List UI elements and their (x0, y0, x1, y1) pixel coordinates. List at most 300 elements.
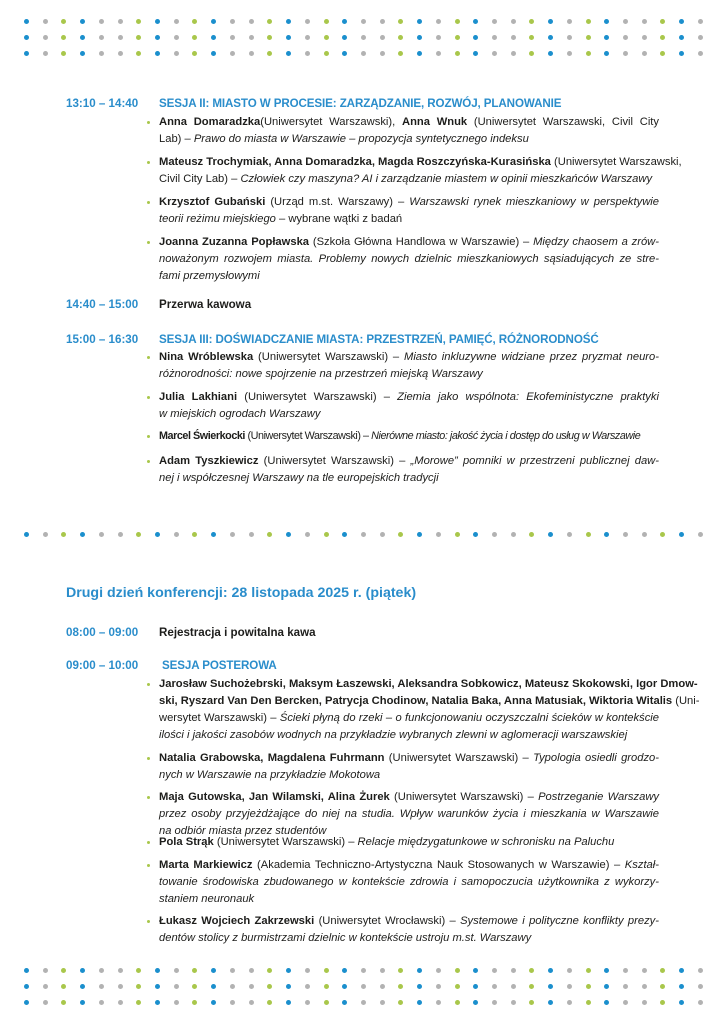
dot (604, 35, 609, 40)
dot (230, 1000, 235, 1005)
list-item (159, 750, 659, 784)
dot (136, 51, 141, 56)
bullet-icon (147, 841, 150, 844)
list-item (159, 428, 659, 445)
dot (361, 19, 366, 24)
dot (249, 532, 254, 537)
dot (99, 51, 104, 56)
bullet-icon (147, 396, 150, 399)
dot (567, 51, 572, 56)
dot (249, 51, 254, 56)
dot (267, 984, 272, 989)
dot (305, 51, 310, 56)
dot (511, 1000, 516, 1005)
author-names: Krzysztof Gubański (159, 196, 266, 208)
dot (24, 984, 29, 989)
dot (698, 35, 703, 40)
item-line (159, 251, 659, 268)
item-line (159, 171, 659, 188)
dot (211, 968, 216, 973)
dot-row (0, 51, 724, 57)
dot (642, 35, 647, 40)
affiliation: (Uniwersytet Warszawski, (550, 156, 682, 168)
talk-title: „Morowe” pomniki w przestrzeni publicznej daw- (410, 455, 659, 467)
item-line (159, 389, 659, 406)
dot (679, 532, 684, 537)
dot (24, 968, 29, 973)
dot (604, 532, 609, 537)
list-item (159, 194, 659, 228)
item-line (159, 693, 700, 710)
dot (698, 19, 703, 24)
dot (679, 19, 684, 24)
author-names: Anna Wnuk (401, 116, 468, 128)
affiliation: (Uniwersytet Warszawski) – (258, 455, 411, 467)
bullet-icon (147, 435, 150, 438)
list-item (159, 676, 700, 744)
dot (43, 35, 48, 40)
dot (473, 35, 478, 40)
dot (174, 968, 179, 973)
dot (586, 968, 591, 973)
bullet-icon (147, 683, 150, 686)
dot (230, 35, 235, 40)
dot (361, 968, 366, 973)
dot (80, 532, 85, 537)
dot (529, 968, 534, 973)
dot (24, 1000, 29, 1005)
dot (286, 51, 291, 56)
dot (417, 1000, 422, 1005)
dot (43, 1000, 48, 1005)
dot (586, 1000, 591, 1005)
affiliation: (Akademia Techniczno-Artystyczna Nauk Stosowanych w Warszawie) – (252, 859, 625, 871)
dot (286, 532, 291, 537)
talk-title: nej i współczesnej Warszawy na tle europejskich tradycji (159, 472, 439, 484)
dot (642, 532, 647, 537)
dot (136, 532, 141, 537)
dot (61, 51, 66, 56)
session-2-time: 13:10 – 14:40 (66, 97, 139, 110)
dot (174, 35, 179, 40)
dot (398, 532, 403, 537)
dot (324, 19, 329, 24)
dot (61, 532, 66, 537)
dot (511, 51, 516, 56)
dot (43, 51, 48, 56)
dot (660, 532, 665, 537)
dot (698, 984, 703, 989)
dot (230, 19, 235, 24)
dot (80, 968, 85, 973)
dot (455, 19, 460, 24)
dot (380, 19, 385, 24)
dot (192, 19, 197, 24)
dot (660, 51, 665, 56)
dot (155, 1000, 160, 1005)
session-3-title: SESJA III: DOŚWIADCZANIE MIASTA: PRZESTRZEŃ, PAMIĘĆ, RÓŻNORODNOŚĆ (159, 333, 599, 346)
dot (679, 984, 684, 989)
affiliation: (Uniwersytet Warszawski) – (389, 791, 539, 803)
affiliation: (Uniwersytet Warszawski) – (213, 836, 358, 848)
item-line (159, 453, 659, 470)
dot (230, 984, 235, 989)
dot (286, 968, 291, 973)
dot (698, 1000, 703, 1005)
dot (99, 35, 104, 40)
dot (473, 1000, 478, 1005)
dot (529, 19, 534, 24)
dot (529, 1000, 534, 1005)
dot (660, 1000, 665, 1005)
dot (249, 984, 254, 989)
bullet-icon (147, 121, 150, 124)
dot (192, 984, 197, 989)
dot (267, 1000, 272, 1005)
dot (623, 19, 628, 24)
dot (342, 19, 347, 24)
dot (267, 532, 272, 537)
author-names: Nina Wróblewska (159, 351, 254, 363)
affiliation: (Uniwersytet Warszawski, Civil City (467, 116, 660, 128)
bullet-icon (147, 356, 150, 359)
dot (118, 51, 123, 56)
author-names: Łukasz Wojciech Zakrzewski (159, 915, 315, 927)
dot (567, 19, 572, 24)
dot (192, 51, 197, 56)
talk-title: ilości i jakości zasobów wodnych na przykładzie wybranych zlewni w aglomeracji warszawskiej (159, 729, 628, 741)
dot (455, 532, 460, 537)
talk-title: Postrzeganie Warszawy (538, 791, 659, 803)
dot (99, 968, 104, 973)
dot (436, 35, 441, 40)
dot (80, 35, 85, 40)
dot (548, 968, 553, 973)
dot (380, 984, 385, 989)
poster-session-time: 09:00 – 10:00 (66, 659, 139, 672)
item-line (159, 789, 659, 806)
dot (192, 1000, 197, 1005)
item-line (159, 211, 659, 228)
dot (455, 984, 460, 989)
dot (380, 968, 385, 973)
dot (61, 968, 66, 973)
talk-title: nych w Warszawie na przykładzie Mokotowa (159, 769, 381, 781)
dot (473, 51, 478, 56)
dot (398, 1000, 403, 1005)
dot (586, 51, 591, 56)
dot (342, 984, 347, 989)
dot (155, 51, 160, 56)
item-line (159, 366, 659, 383)
dot (305, 35, 310, 40)
dot (679, 968, 684, 973)
talk-title: Warszawski rynek mieszkaniowy w perspektywie (409, 196, 660, 208)
dot (286, 984, 291, 989)
author-names: Pola Strąk (159, 836, 214, 848)
affiliation: – wybrane wątki z badań (275, 213, 403, 225)
dot (174, 1000, 179, 1005)
dot (417, 532, 422, 537)
affiliation: (Urząd m.st. Warszawy) – (265, 196, 410, 208)
dot (417, 968, 422, 973)
dot (342, 35, 347, 40)
item-line (159, 930, 659, 947)
talk-title: fami przemysłowymi (159, 270, 260, 282)
dot (174, 51, 179, 56)
list-item (159, 114, 659, 148)
dot (192, 35, 197, 40)
dot (436, 51, 441, 56)
dot (604, 968, 609, 973)
dot (267, 19, 272, 24)
item-line (159, 806, 659, 823)
dot (80, 51, 85, 56)
dot (267, 968, 272, 973)
dot (305, 532, 310, 537)
affiliation: (Uniwersytet Warszawski) – (244, 430, 372, 442)
list-item (159, 857, 659, 908)
dot (642, 1000, 647, 1005)
dot (361, 1000, 366, 1005)
dot (698, 968, 703, 973)
dot (80, 1000, 85, 1005)
dot (417, 35, 422, 40)
dot (324, 532, 329, 537)
dot (267, 51, 272, 56)
dot (24, 51, 29, 56)
item-line (159, 857, 659, 874)
dot (118, 532, 123, 537)
dot (361, 51, 366, 56)
author-names: Julia Lakhiani (159, 391, 238, 403)
dot (660, 968, 665, 973)
session-2-title: SESJA II: MIASTO W PROCESIE: ZARZĄDZANIE, ROZWÓJ, PLANOWANIE (159, 97, 562, 110)
item-line (159, 727, 659, 744)
dot (586, 984, 591, 989)
dot (99, 1000, 104, 1005)
dot (61, 35, 66, 40)
talk-title: Prawo do miasta w Warszawie – propozycja syntetycznego indeksu (193, 133, 529, 145)
dot (511, 984, 516, 989)
talk-title: towanie środowiska zbudowanego w kontekście zdrowia i samopoczucia użytkownika z wykorzy- (159, 876, 659, 888)
item-line (159, 194, 659, 211)
talk-title: dentów stolicy z burmistrzami dzielnic w kontekście ustroju m.st. Warszawy (159, 932, 532, 944)
affiliation: (Uniwersytet Wrocławski) – (314, 915, 461, 927)
item-line (159, 131, 659, 148)
dot (436, 532, 441, 537)
dot (548, 984, 553, 989)
item-line (159, 428, 659, 445)
author-names: Adam Tyszkiewicz (159, 455, 259, 467)
dot (249, 1000, 254, 1005)
dot (398, 19, 403, 24)
dot (417, 984, 422, 989)
item-line (159, 750, 659, 767)
affiliation: (Uni- (672, 695, 700, 707)
author-names: Maja Gutowska, Jan Wilamski, Alina Żurek (159, 791, 390, 803)
dot (211, 51, 216, 56)
dot (604, 984, 609, 989)
dot (511, 35, 516, 40)
dot (398, 968, 403, 973)
dot (174, 19, 179, 24)
dot (548, 1000, 553, 1005)
talk-title: w miejskich ogrodach Warszawy (159, 408, 321, 420)
dot (492, 1000, 497, 1005)
dot (492, 532, 497, 537)
affiliation: (Uniwersytet Warszawski), (260, 116, 402, 128)
dot (660, 984, 665, 989)
dot (61, 1000, 66, 1005)
dot (286, 35, 291, 40)
bullet-icon (147, 161, 150, 164)
dot (211, 532, 216, 537)
dot (43, 984, 48, 989)
dot (192, 532, 197, 537)
dot (230, 968, 235, 973)
author-names: Natalia Grabowska, Magdalena Fuhrmann (159, 752, 385, 764)
dot (548, 532, 553, 537)
dot (267, 35, 272, 40)
dot (61, 984, 66, 989)
dot (492, 984, 497, 989)
dot (155, 532, 160, 537)
dot (679, 35, 684, 40)
dot (230, 532, 235, 537)
author-names: Anna Domaradzka (159, 116, 261, 128)
affiliation: (Uniwersytet Warszawski) – (253, 351, 404, 363)
dot (43, 968, 48, 973)
dot (698, 532, 703, 537)
dot (660, 35, 665, 40)
dot (99, 984, 104, 989)
list-item (159, 913, 659, 947)
dot (492, 51, 497, 56)
dot (99, 532, 104, 537)
dot (24, 35, 29, 40)
item-line (159, 913, 659, 930)
talk-title: Człowiek czy maszyna? AI i zarządzanie miastem w opinii mieszkańców Warszawy (240, 173, 653, 185)
bullet-icon (147, 757, 150, 760)
dot (679, 1000, 684, 1005)
dot (324, 35, 329, 40)
dot (623, 35, 628, 40)
item-line (159, 234, 659, 251)
dot (623, 968, 628, 973)
item-line (159, 154, 682, 171)
talk-title: Relacje międzygatunkowe w schronisku na Paluchu (357, 836, 615, 848)
talk-title: na odbiór miasta przez studentów (159, 825, 327, 837)
dot (623, 51, 628, 56)
dot (342, 968, 347, 973)
dot (642, 51, 647, 56)
dot (567, 984, 572, 989)
bullet-icon (147, 796, 150, 799)
dot-row (0, 984, 724, 990)
dot (567, 1000, 572, 1005)
dot (642, 968, 647, 973)
item-line (159, 874, 659, 891)
dot (342, 532, 347, 537)
dot (136, 968, 141, 973)
dot (118, 35, 123, 40)
affiliation: (Uniwersytet Warszawski) – (384, 752, 534, 764)
list-item (159, 453, 659, 487)
author-names: Jarosław Suchożebrski, Maksym Łaszewski, Aleksandra Sobkowicz, Mateusz Skokowski, Igor Dmow- (159, 678, 698, 690)
dot (305, 984, 310, 989)
dot (492, 19, 497, 24)
dot (567, 968, 572, 973)
dot (342, 1000, 347, 1005)
dot (43, 532, 48, 537)
author-names: Joanna Zuzanna Popławska (159, 236, 310, 248)
day-2-heading: Drugi dzień konferencji: 28 listopada 2025 r. (piątek) (66, 585, 417, 601)
dot (211, 984, 216, 989)
bullet-icon (147, 920, 150, 923)
item-line (159, 268, 659, 285)
dot (642, 19, 647, 24)
dot (80, 984, 85, 989)
dot (623, 984, 628, 989)
dot (136, 984, 141, 989)
dot (604, 51, 609, 56)
dot (305, 19, 310, 24)
dot-row (0, 968, 724, 974)
dot (155, 984, 160, 989)
list-item (159, 154, 682, 188)
dot (305, 968, 310, 973)
talk-title: różnorodności: nowe spojrzenie na przestrzeń miejską Warszawy (159, 368, 483, 380)
dot (361, 35, 366, 40)
dot (398, 35, 403, 40)
talk-title: Kształ- (624, 859, 659, 871)
dot (249, 968, 254, 973)
dot (660, 19, 665, 24)
dot (211, 1000, 216, 1005)
dot (417, 19, 422, 24)
talk-title: teorii reżimu miejskiego (159, 213, 276, 225)
author-names: Marta Markiewicz (159, 859, 253, 871)
dot (436, 19, 441, 24)
dot (136, 1000, 141, 1005)
dot (118, 968, 123, 973)
affiliation: Lab) – (159, 133, 194, 145)
item-line (159, 676, 698, 693)
talk-title: Między chaosem a zrów- (533, 236, 659, 248)
author-names: ski, Ryszard Van Den Bercken, Patrycja Chodinow, Natalia Baka, Anna Matusiak, Wiktoria Witalis (159, 695, 673, 707)
dot (305, 1000, 310, 1005)
dot (174, 532, 179, 537)
list-item (159, 349, 659, 383)
dot (136, 19, 141, 24)
dot (511, 532, 516, 537)
dot (174, 984, 179, 989)
break-time: 14:40 – 15:00 (66, 298, 139, 311)
dot (642, 984, 647, 989)
bullet-icon (147, 241, 150, 244)
list-item (159, 789, 659, 840)
dot (155, 968, 160, 973)
bullet-icon (147, 460, 150, 463)
talk-title: staniem neuronauk (159, 893, 255, 905)
dot (380, 532, 385, 537)
dot (604, 1000, 609, 1005)
dot (492, 968, 497, 973)
dot (567, 35, 572, 40)
dot (455, 968, 460, 973)
dot-row (0, 19, 724, 25)
